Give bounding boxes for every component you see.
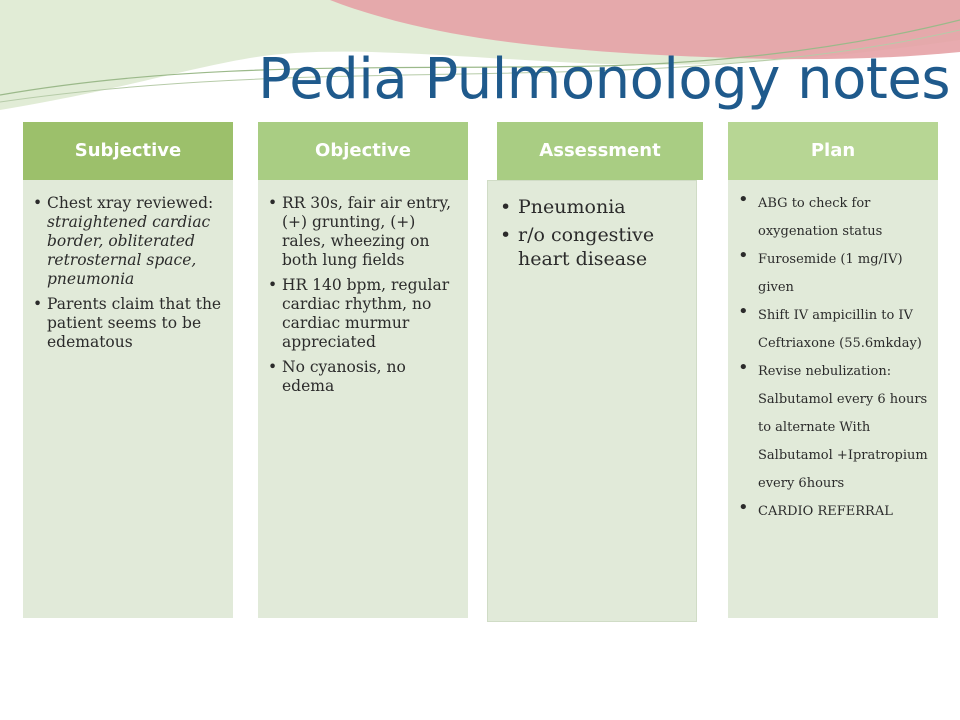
objective-list	[258, 180, 468, 396]
list-item: • Chest xray reviewed: straightened cardiac border, obliterated retrosternal space, pneumonia	[33, 194, 214, 288]
assessment-header: Assessment	[497, 122, 703, 180]
list-item: • RR 30s, fair air entry, (+) grunting, (+) rales, wheezing on both lung fields	[268, 194, 452, 269]
objective-header: Objective	[258, 122, 468, 180]
bullet-icon: •	[738, 357, 749, 378]
bullet-icon: •	[738, 301, 749, 322]
list-item: • Parents claim that the patient seems to be edematous	[33, 295, 222, 351]
bullet-icon: •	[268, 276, 278, 294]
plan-list	[728, 180, 938, 526]
subjective-list	[23, 180, 233, 352]
subjective-header: Subjective	[23, 122, 233, 180]
list-item: • Shift IV ampicillin to IV Ceftriaxone (55.6mkday)	[728, 302, 930, 358]
bullet-icon: •	[268, 358, 278, 376]
bullet-icon: •	[738, 497, 749, 518]
bullet-icon: •	[738, 245, 749, 266]
list-item: • r/o congestive heart disease	[500, 224, 655, 270]
list-item: • ABG to check for oxygenation status	[728, 190, 930, 246]
list-item: • Pneumonia	[500, 196, 626, 218]
bullet-icon: •	[268, 194, 278, 212]
list-item: • Furosemide (1 mg/IV) given	[728, 246, 930, 302]
list-item: • Revise nebulization: Salbutamol every 6 hours to alternate With Salbutamol +Ipratropium every 6hours	[728, 358, 930, 498]
list-item: • HR 140 bpm, regular cardiac rhythm, no cardiac murmur appreciated	[268, 276, 450, 351]
list-item: • CARDIO REFERRAL	[728, 498, 930, 526]
bullet-icon: •	[33, 194, 43, 212]
objective-column	[258, 122, 468, 618]
subjective-column	[23, 122, 233, 618]
assessment-column	[487, 122, 697, 622]
bullet-icon: •	[738, 189, 749, 210]
subjective-panel	[23, 180, 233, 618]
bullet-icon: •	[500, 196, 512, 218]
list-item: • No cyanosis, no edema	[268, 358, 406, 395]
plan-panel	[728, 180, 938, 618]
objective-panel	[258, 180, 468, 618]
plan-header: Plan	[728, 122, 938, 180]
assessment-panel	[487, 180, 697, 622]
assessment-list	[488, 181, 696, 271]
bullet-icon: •	[33, 295, 43, 313]
plan-column	[728, 122, 938, 618]
bullet-icon: •	[500, 224, 512, 246]
page-title: Pedia Pulmonology notes	[258, 47, 950, 112]
